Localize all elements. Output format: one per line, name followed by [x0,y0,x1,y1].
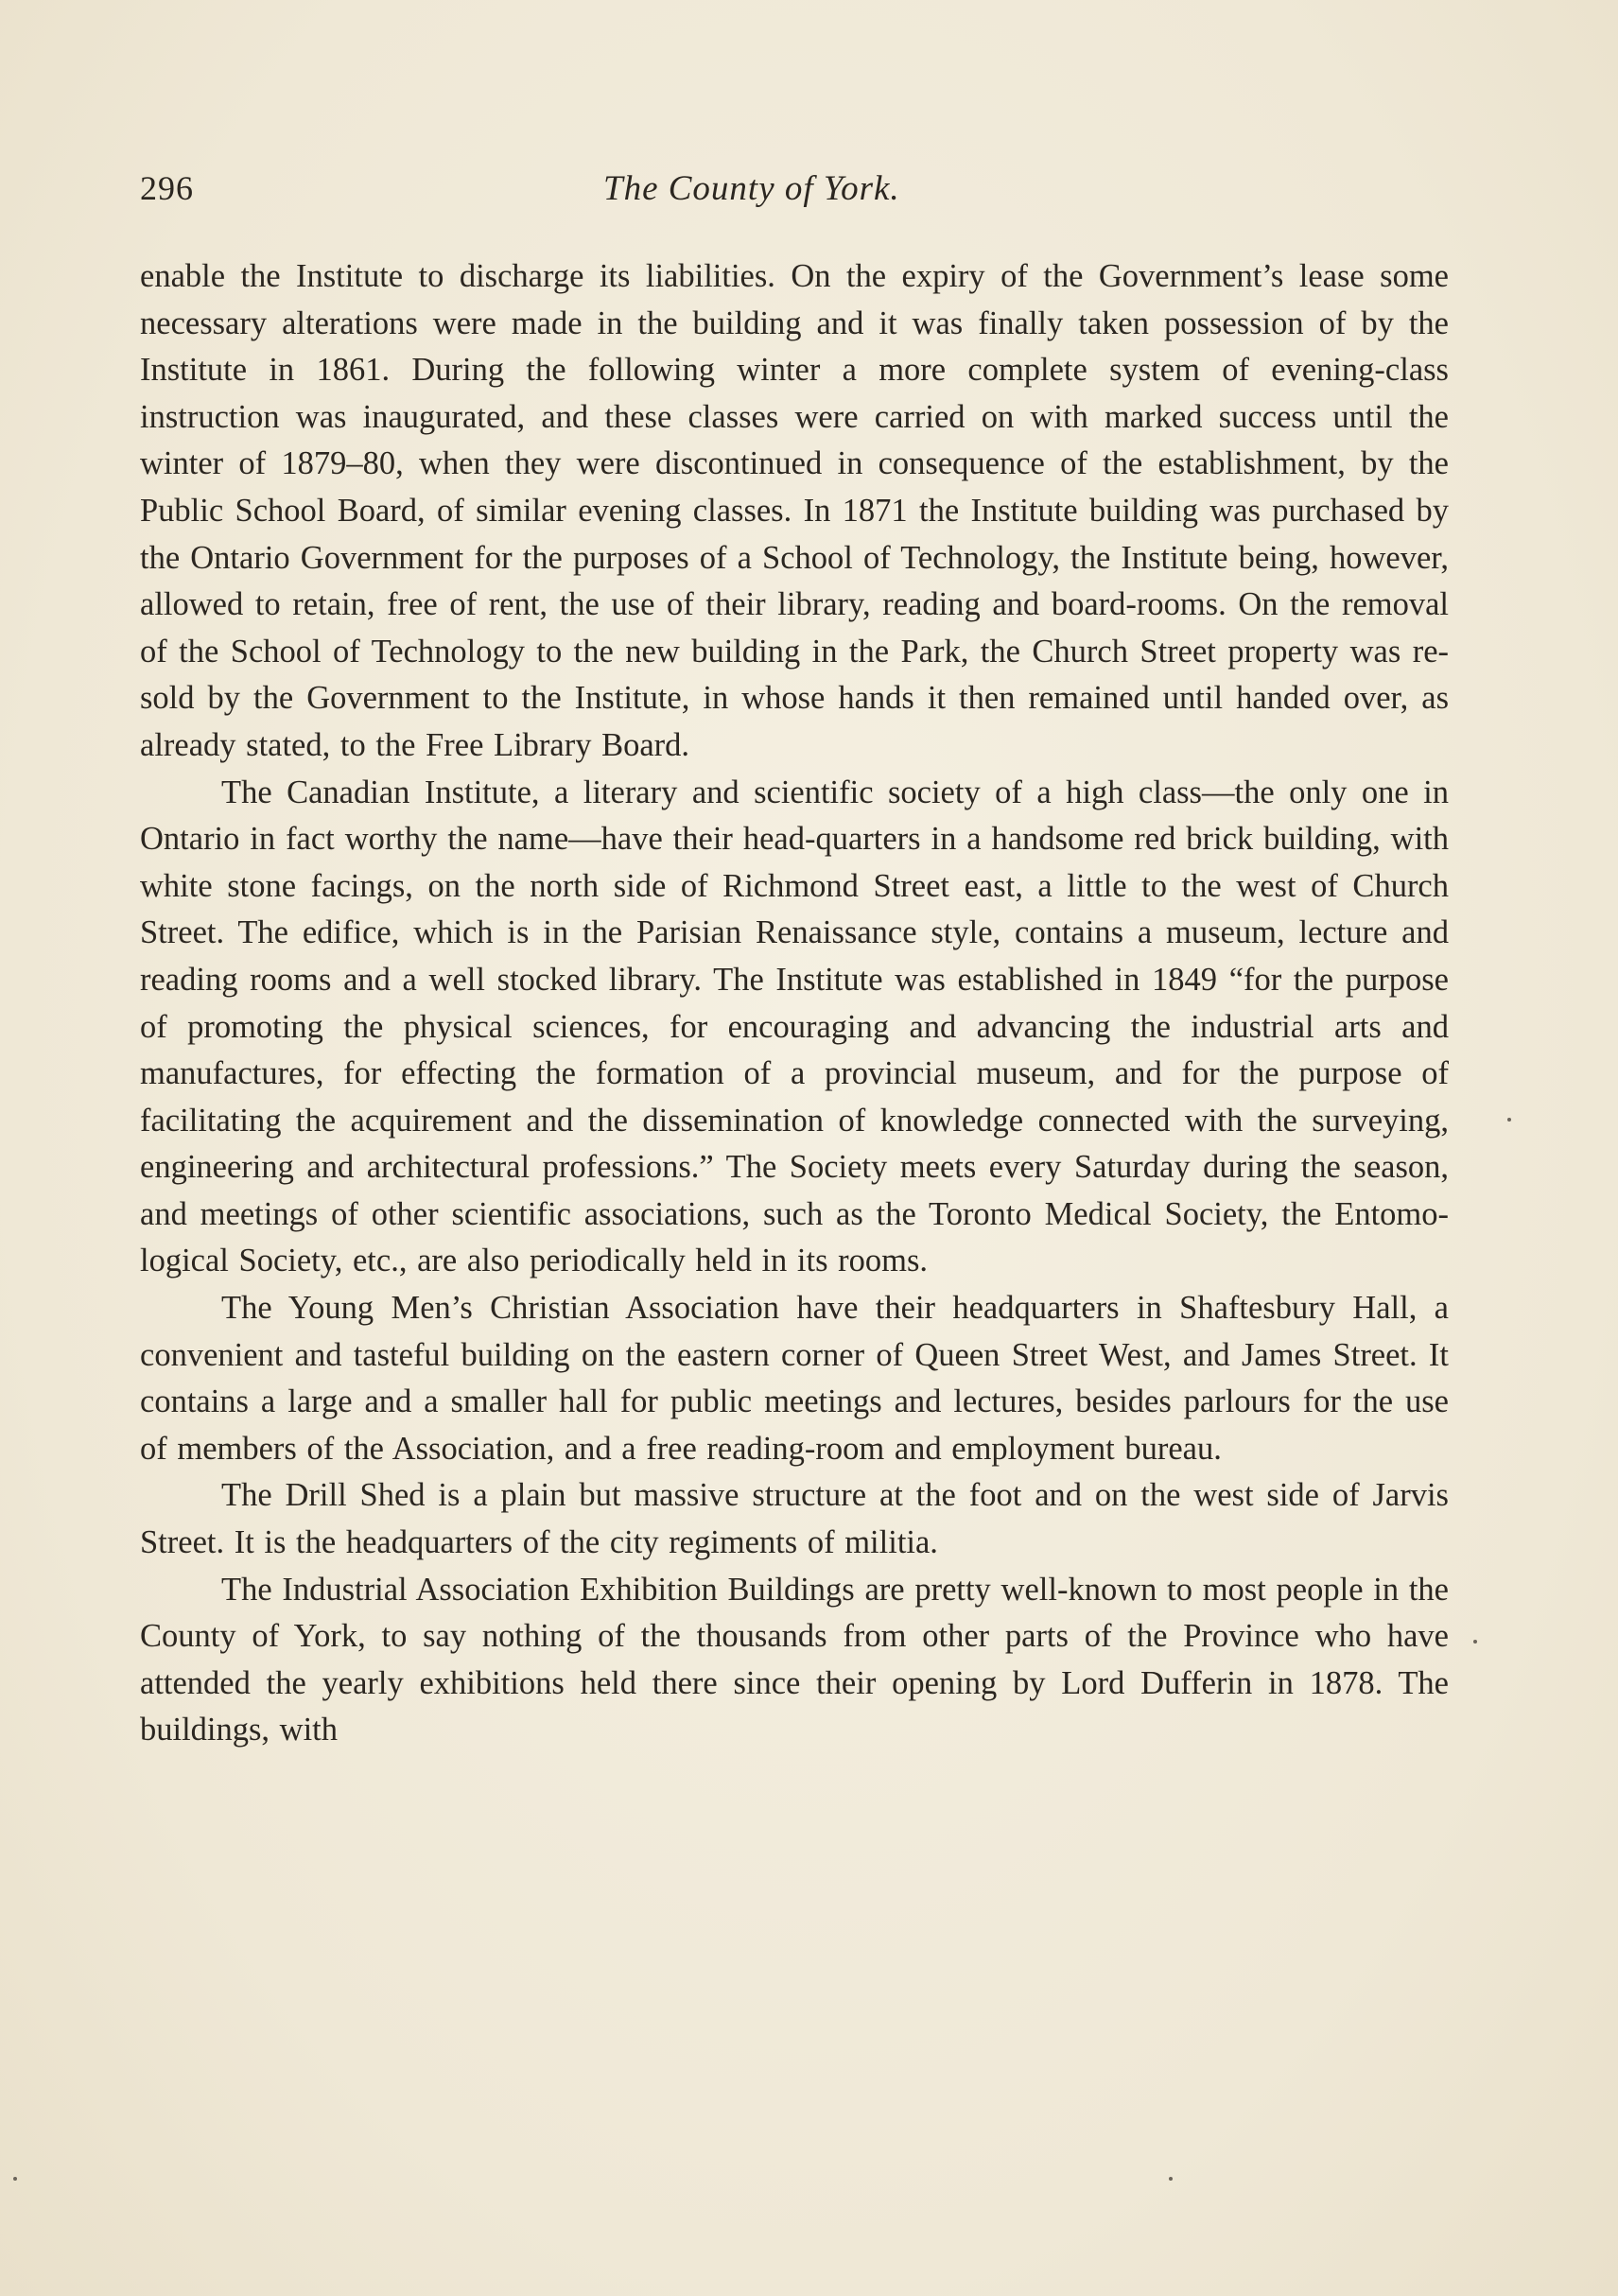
page-number: 296 [140,169,194,207]
paper-speck [1169,2177,1173,2181]
paragraph-3: The Young Men’s Christian Association have their headquarters in Shaftesbury Hall, a convenient and tasteful building on the eastern corner of Queen Street West, and James Street. It contains a large and a smaller hall for public meetings and lectures, besides parlours for the use of members of the Association, and a free reading-room and employment bureau. [140,1290,1449,1467]
paper-speck [1473,1640,1477,1644]
paragraph-1: enable the Institute to discharge its liabilities. On the expiry of the Government’s lease some necessary alterations were made in the building and it was finally taken possession of by the Institute in 1861. During the following winter a more complete system of evening-class instruction was inaugurated, and these classes were carried on with marked success until the winter of 1879–80, when they were discontinued in consequence of the establishment, by the Public School Board, of similar evening classes. In 1871 the Institute building was purchased by the Ontario Government for the purposes of a School of Technology, the Institute being, however, allowed to retain, free of rent, the use of their library, reading and board-rooms. On the removal of the School of Technology to the new building in the Park, the Church Street property was re-sold by the Government to the Institute, in whose hands it then remained until handed over, as already stated, to the Free Library Board. [140,258,1449,763]
body-text [140,253,1449,1754]
paragraph-4: The Drill Shed is a plain but massive structure at the foot and on the west side of Jarvis Street. It is the headquarters of the city regiments of militia. [140,1477,1449,1561]
page-header [140,168,1454,221]
paper-speck [1507,1118,1511,1122]
running-title: The County of York. [603,169,900,208]
paragraph-2: The Canadian Institute, a literary and scientific society of a high class—the only one in Ontario in fact worthy the name—have their head-quarters in a handsome red brick building, with white stone facings, on the north side of Richmond Street east, a little to the west of Church Street. The edifice, which is in the Parisian Renaissance style, contains a museum, lecture and reading rooms and a well stocked library. The Institute was established in 1849 “for the purpose of promoting the physical sciences, for encouraging and advancing the industrial arts and manufactures, for effecting the formation of a provincial museum, and for the purpose of facilitating the acquirement and the dissemination of knowledge connected with the surveying, engineering and architectural professions.” The Society meets every Saturday during the season, and meetings of other scientific associations, such as the Toronto Medical Society, the Entomo-logical Society, etc., are also periodically held in its rooms. [140,774,1449,1279]
paper-speck [13,2177,17,2181]
paragraph-5: The Industrial Association Exhibition Buildings are pretty well-known to most people in the County of York, to say nothing of the thousands from other parts of the Province who have attended the yearly exhibitions held there since their opening by Lord Dufferin in 1878. The buildings, with [140,1571,1449,1748]
